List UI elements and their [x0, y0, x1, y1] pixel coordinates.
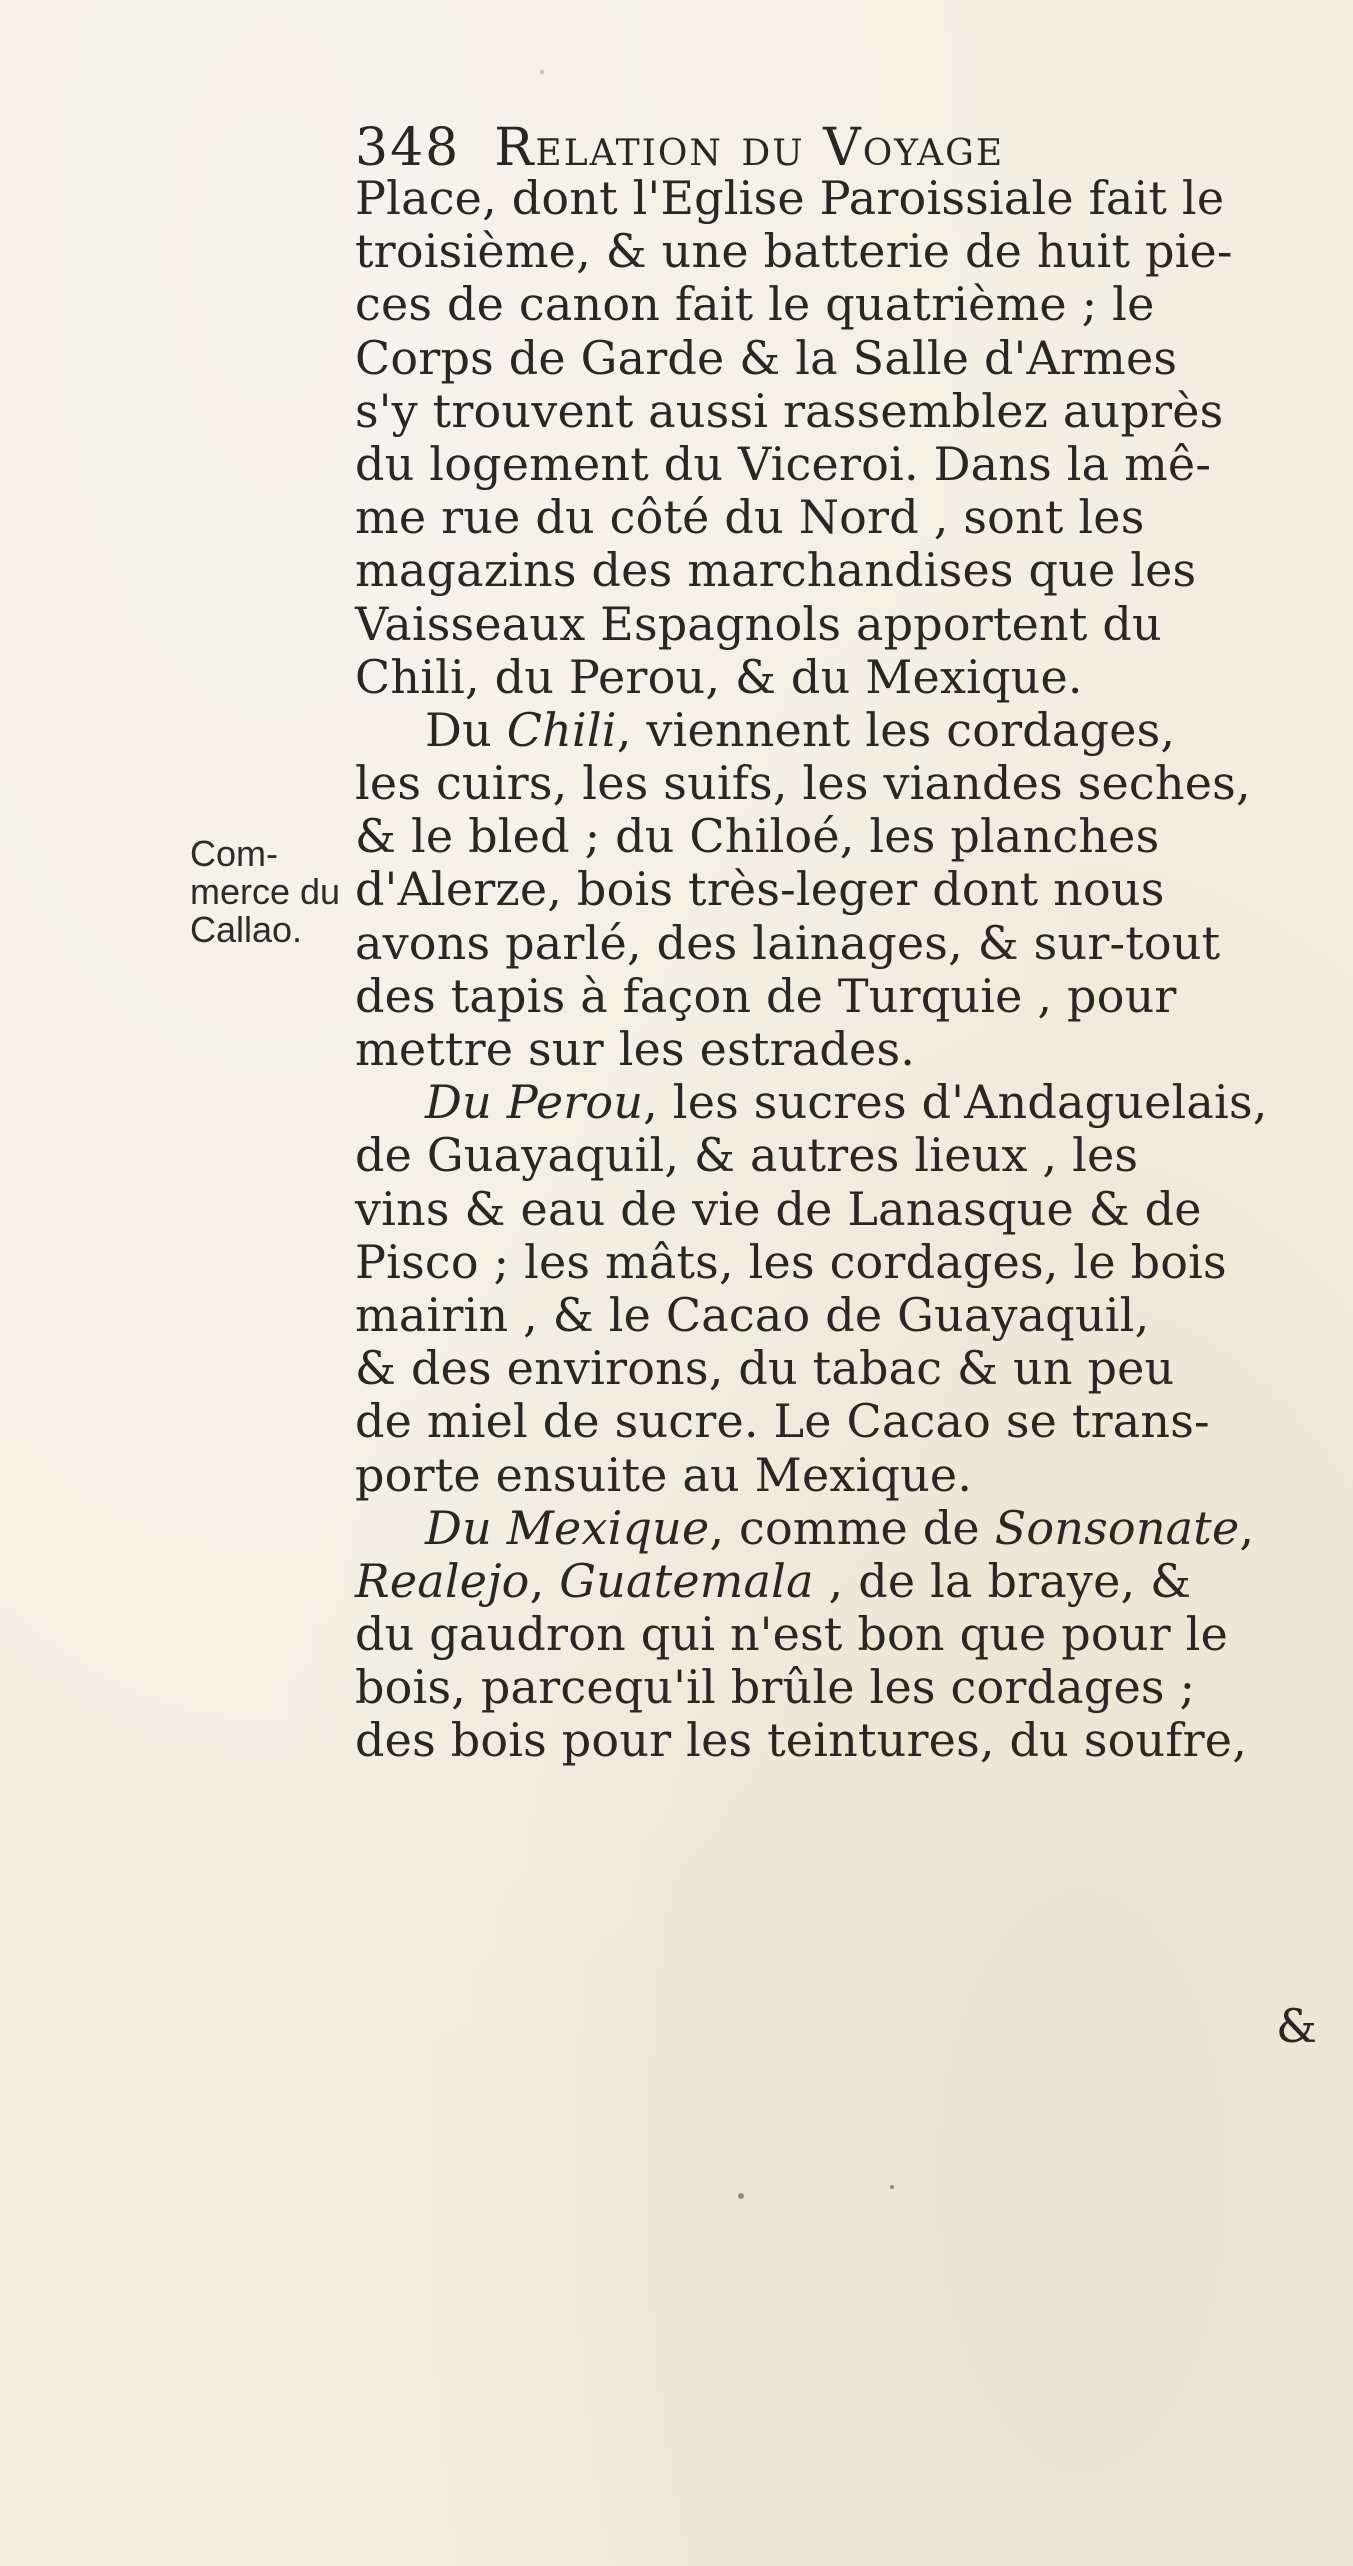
text-line: [355, 1236, 1335, 1289]
text-segment: de Guayaquil, & autres lieux , les: [355, 1128, 1139, 1183]
text-segment: ,: [529, 1553, 560, 1608]
text-line: [355, 278, 1335, 331]
running-title: Relation du Voyage: [494, 118, 1005, 178]
text-line: [355, 1608, 1335, 1661]
text-segment: , comme de: [709, 1500, 995, 1555]
text-line: [355, 544, 1335, 597]
text-segment: porte ensuite au Mexique.: [355, 1447, 973, 1502]
text-segment: me rue du côté du Nord , sont les: [355, 490, 1145, 545]
italic-segment: Du Mexique: [425, 1500, 710, 1555]
italic-segment: Realejo: [355, 1553, 530, 1608]
text-segment: Place, dont l'Eglise Paroissiale fait le: [355, 171, 1225, 225]
text-segment: Du: [425, 702, 507, 757]
text-segment: & le bled ; du Chiloé, les planches: [355, 809, 1160, 864]
text-segment: de miel de sucre. Le Cacao se trans-: [355, 1394, 1210, 1449]
text-segment: Pisco ; les mâts, les cordages, le bois: [355, 1234, 1227, 1289]
text-line: [355, 970, 1335, 1023]
text-segment: des tapis à façon de Turquie , pour: [355, 968, 1177, 1023]
text-segment: s'y trouvent aussi rassemblez auprès: [355, 383, 1224, 438]
text-line: [355, 1502, 1335, 1555]
text-line: [355, 704, 1335, 757]
text-line: [355, 1714, 1335, 1767]
text-segment: magazins des marchandises que les: [355, 543, 1197, 598]
text-line: [355, 1449, 1335, 1502]
text-line: [355, 172, 1335, 225]
text-segment: avons parlé, des lainages, & sur-tout: [355, 915, 1221, 970]
running-head: [355, 118, 1235, 178]
text-line: [355, 491, 1335, 544]
text-line: [355, 810, 1335, 863]
text-line: [355, 598, 1335, 651]
text-line: [355, 863, 1335, 916]
text-line: [355, 1076, 1335, 1129]
body-text: [355, 172, 1335, 1768]
italic-segment: Sonsonate: [994, 1500, 1240, 1555]
text-segment: les cuirs, les suifs, les viandes seches,: [355, 756, 1251, 811]
text-segment: , viennent les cordages,: [616, 702, 1176, 757]
text-line: [355, 651, 1335, 704]
text-line: [355, 332, 1335, 385]
ink-speck: [540, 70, 544, 74]
text-segment: ,: [1239, 1500, 1255, 1555]
margin-note-line: Com-: [190, 833, 278, 874]
text-segment: d'Alerze, bois très-leger dont nous: [355, 862, 1165, 917]
text-segment: mettre sur les estrades.: [355, 1022, 916, 1076]
text-segment: ces de canon fait le quatrième ; le: [355, 277, 1155, 332]
ink-speck: [738, 2193, 744, 2199]
text-segment: bois, parcequ'il brûle les cordages ;: [355, 1660, 1196, 1715]
text-line: [355, 1129, 1335, 1182]
margin-note-line: merce du: [190, 871, 341, 912]
catchword: &: [1276, 1999, 1317, 2053]
italic-segment: Chili: [506, 702, 617, 757]
text-segment: Corps de Garde & la Salle d'Armes: [355, 330, 1178, 385]
text-line: [355, 438, 1335, 491]
text-segment: des bois pour les teintures, du soufre,: [355, 1713, 1248, 1768]
text-line: [355, 917, 1335, 970]
text-segment: troisième, & une batterie de huit pie-: [355, 224, 1233, 279]
text-segment: du gaudron qui n'est bon que pour le: [355, 1607, 1229, 1662]
text-line: [355, 1342, 1335, 1395]
text-line: [355, 1183, 1335, 1236]
text-line: [355, 1023, 1335, 1076]
text-line: [355, 225, 1335, 278]
italic-segment: Guatemala: [559, 1553, 814, 1608]
text-segment: & des environs, du tabac & un peu: [355, 1341, 1175, 1396]
text-line: [355, 1289, 1335, 1342]
text-segment: , de la braye, &: [813, 1553, 1192, 1608]
text-segment: , les sucres d'Andaguelais,: [643, 1075, 1268, 1130]
text-line: [355, 1661, 1335, 1714]
text-line: [355, 1395, 1335, 1448]
text-segment: Chili, du Perou, & du Mexique.: [355, 649, 1083, 704]
text-segment: vins & eau de vie de Lanasque & de: [355, 1181, 1202, 1236]
page-number: 348: [355, 118, 461, 178]
margin-note: [190, 835, 340, 949]
text-segment: Vaisseaux Espagnols apportent du: [355, 596, 1162, 651]
text-line: [355, 1555, 1335, 1608]
margin-note-line: Callao.: [190, 909, 303, 950]
text-line: [355, 385, 1335, 438]
ink-speck: [890, 2185, 894, 2189]
text-line: [355, 757, 1335, 810]
text-segment: mairin , & le Cacao de Guayaquil,: [355, 1287, 1150, 1342]
italic-segment: Du Perou: [425, 1075, 644, 1130]
text-segment: du logement du Viceroi. Dans la mê-: [355, 436, 1212, 491]
